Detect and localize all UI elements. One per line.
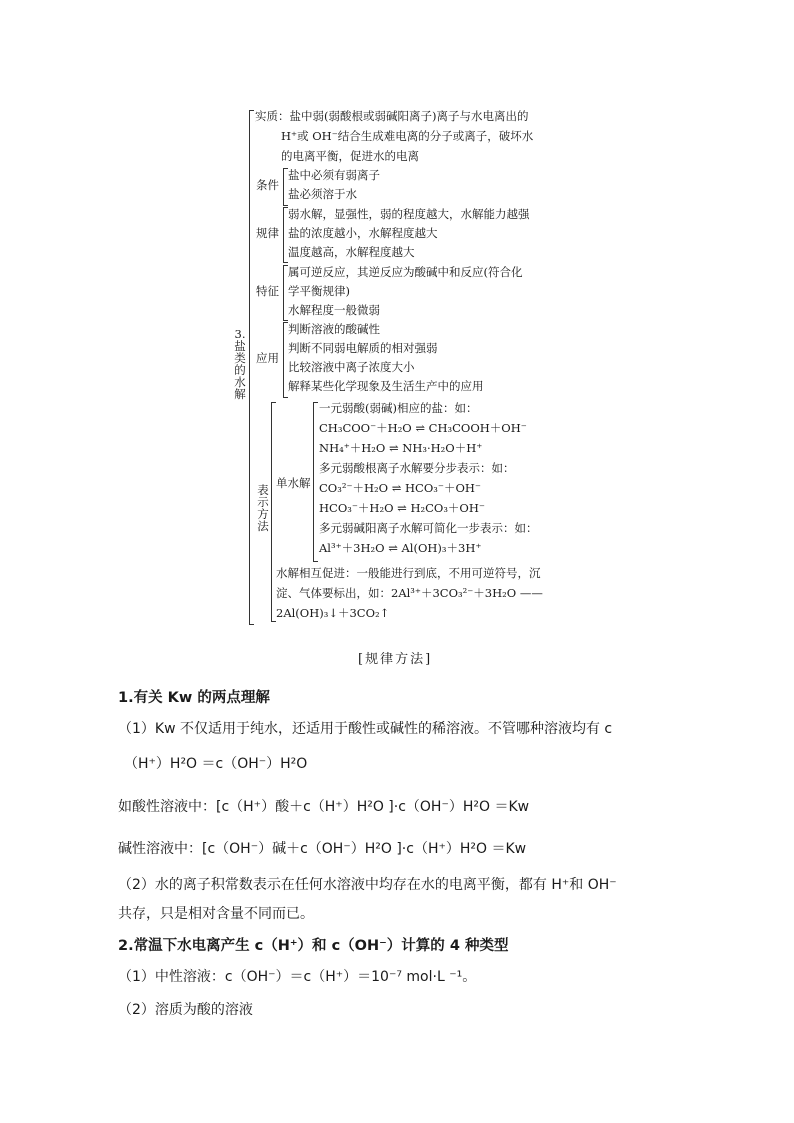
danshuijie-item-6: HCO₃⁻＋H₂O ⇌ H₂CO₃＋OH⁻ [319, 501, 485, 515]
para-1-line-2: （H⁺）H²O ＝c（OH⁻）H²O [124, 756, 308, 772]
danshuijie-brace [313, 402, 318, 562]
yingyong-item-3: 比较溶液中离子浓度大小 [288, 360, 415, 374]
tezheng-item-3: 水解程度一般微弱 [288, 303, 380, 317]
guilv-item-3: 温度越高，水解程度越大 [288, 245, 415, 259]
shizhi-line-1: 实质：盐中弱(弱酸根或弱碱阳离子)离子与水电离出的 [255, 109, 529, 123]
tezheng-item-2: 学平衡规律) [288, 284, 350, 298]
yingyong-item-2: 判断不同弱电解质的相对强弱 [288, 341, 438, 355]
tezheng-label: 特征 [256, 284, 279, 298]
para-acid: 如酸性溶液中：[c（H⁺）酸＋c（H⁺）H²O ]·c（OH⁻）H²O ＝Kw [118, 799, 530, 815]
shizhi-line-3: 的电离平衡，促进水的电离 [281, 149, 419, 163]
guilv-item-1: 弱水解，显强性，弱的程度越大，水解能力越强 [288, 207, 530, 221]
para-1-line-1: （1）Kw 不仅适用于纯水，还适用于酸性或碱性的稀溶液。不管哪种溶液均有 c [118, 721, 613, 737]
mutual-line-3: 2Al(OH)₃↓＋3CO₂↑ [276, 606, 390, 620]
yingyong-item-1: 判断溶液的酸碱性 [288, 322, 380, 336]
tiaojian-label: 条件 [256, 178, 279, 192]
para-neutral: （1）中性溶液：c（OH⁻）＝c（H⁺）＝10⁻⁷ mol·L ⁻¹。 [118, 969, 477, 985]
danshuijie-item-8: Al³⁺＋3H₂O ⇌ Al(OH)₃＋3H⁺ [319, 541, 482, 555]
yingyong-item-4: 解释某些化学现象及生活生产中的应用 [288, 379, 484, 393]
heading-kw: 1.有关 Kw 的两点理解 [118, 690, 270, 706]
danshuijie-item-2: CH₃COO⁻＋H₂O ⇌ CH₃COOH＋OH⁻ [319, 421, 527, 435]
yingyong-label: 应用 [256, 351, 279, 365]
para-acid-solute: （2）溶质为酸的溶液 [118, 1002, 253, 1018]
danshuijie-label: 单水解 [276, 476, 311, 490]
danshuijie-item-7: 多元弱碱阳离子水解可简化一步表示：如： [319, 521, 538, 535]
mutual-line-2: 淀、气体要标出，如：2Al³⁺＋3CO₃²⁻＋3H₂O —— [276, 586, 543, 600]
mutual-line-1: 水解相互促进：一般能进行到底，不用可逆符号，沉 [276, 566, 541, 580]
root-label: 3.盐类的水解 [234, 327, 246, 401]
biaoshi-label: 表示方法 [257, 483, 269, 533]
danshuijie-item-3: NH₄⁺＋H₂O ⇌ NH₃·H₂O＋H⁺ [319, 441, 483, 455]
para-2-line-1: （2）水的离子积常数表示在任何水溶液中均存在水的电离平衡，都有 H⁺和 OH⁻ [118, 877, 617, 893]
tiaojian-item-2: 盐必须溶于水 [288, 187, 357, 201]
danshuijie-item-5: CO₃²⁻＋H₂O ⇌ HCO₃⁻＋OH⁻ [319, 481, 481, 495]
para-2-line-2: 共存，只是相对含量不同而已。 [118, 906, 314, 922]
shizhi-line-2: H⁺或 OH⁻结合生成难电离的分子或离子，破坏水 [281, 129, 534, 143]
heading-four-types: 2.常温下水电离产生 c（H⁺）和 c（OH⁻）计算的 4 种类型 [118, 938, 509, 954]
root-brace [249, 110, 254, 625]
para-base: 碱性溶液中：[c（OH⁻）碱＋c（OH⁻）H²O ]·c（H⁺）H²O ＝Kw [118, 841, 527, 857]
tiaojian-item-1: 盐中必须有弱离子 [288, 168, 380, 182]
tezheng-item-1: 属可逆反应，其逆反应为酸碱中和反应(符合化 [288, 265, 523, 279]
guilv-label: 规律 [256, 226, 279, 240]
danshuijie-item-1: 一元弱酸(弱碱)相应的盐：如： [319, 401, 478, 415]
section-title: [规律方法] [358, 652, 433, 667]
danshuijie-item-4: 多元弱酸根离子水解要分步表示：如： [319, 461, 515, 475]
guilv-item-2: 盐的浓度越小，水解程度越大 [288, 226, 438, 240]
